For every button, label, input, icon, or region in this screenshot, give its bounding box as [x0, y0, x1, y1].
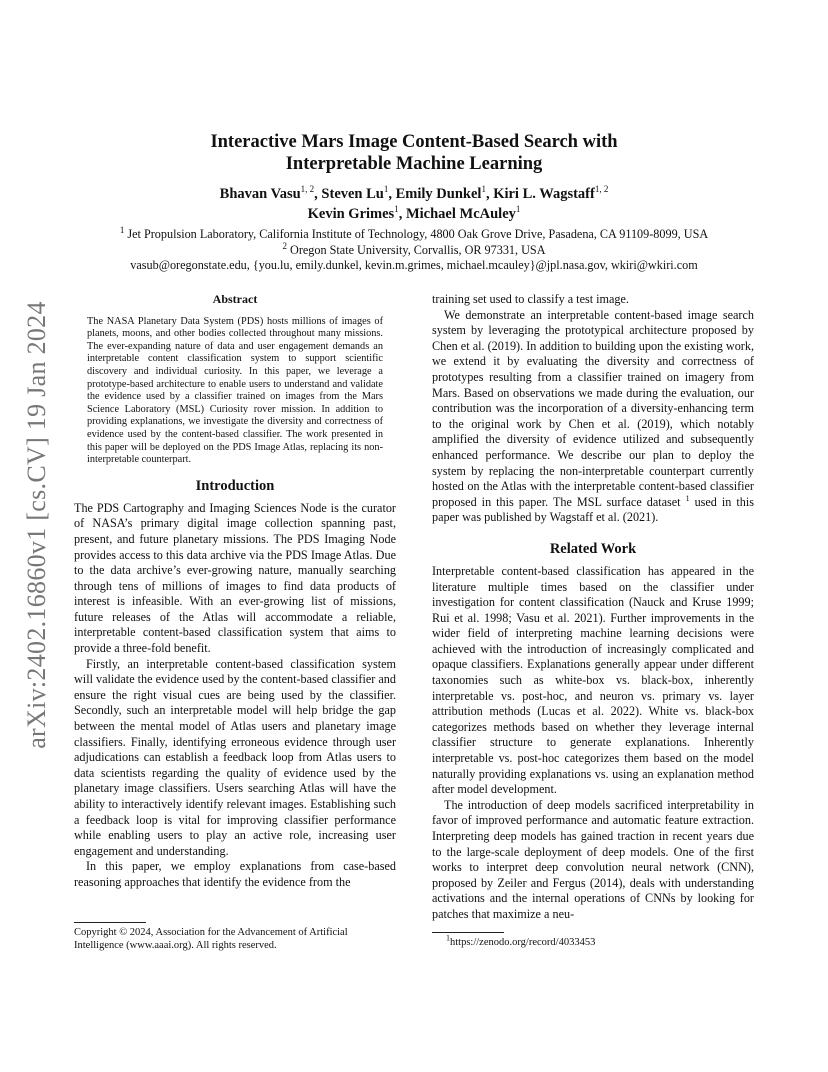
copyright-footnote	[74, 922, 396, 952]
footnote-rule	[432, 932, 504, 933]
footnote-rule	[74, 922, 146, 923]
footnote-mark: 1	[685, 493, 690, 503]
author-emails: vasub@oregonstate.edu, {you.lu, emily.dunkel, kevin.m.grimes, michael.mcauley}@jpl.nasa.gov, wkiri@wkiri.com	[130, 258, 698, 272]
author-list	[74, 184, 754, 224]
abstract-text: The NASA Planetary Data System (PDS) hosts millions of images of planets, moons, and other bodies collected throughout many missions. The ever-expanding nature of data and user engagement demands an interpretable content classification system to support scientific discovery and individual curiosity. In this paper, we leverage a prototype-based architecture to enable users to understand and validate the evidence used by a classifier trained on images from the Mars Science Laboratory (MSL) Curiosity rover mission. In addition to providing explanations, we investigate the diversity and correctness of evidence used by the content-based classifier. The work presented in this paper will be deployed on the PDS Image Atlas, replacing its non-interpretable counterpart.	[87, 315, 383, 466]
affil-mark: 1	[119, 224, 125, 235]
author-affil-mark: 1	[515, 204, 521, 215]
author-name: Steven Lu	[321, 186, 384, 202]
affiliation-1	[74, 224, 754, 243]
author-affil-mark: 1	[481, 184, 486, 195]
affiliations	[74, 224, 754, 274]
paper-title	[74, 131, 754, 175]
title-line-2: Interpretable Machine Learning	[285, 154, 543, 174]
url-footnote	[432, 932, 754, 949]
author-name: Michael McAuley	[405, 206, 516, 222]
author-line-1: Bhavan Vasu$^{1, 2}$, Steven Lu$^1$, Emily Dunkel$^1$, Kiri L. Wagstaff$^{1, 2}$	[219, 184, 609, 202]
author-name: Bhavan Vasu	[219, 186, 301, 202]
author-affil-mark: 1	[394, 204, 399, 215]
author-affil-mark: 1	[383, 184, 389, 195]
author-name: Kiri L. Wagstaff	[493, 186, 595, 202]
author-name: Emily Dunkel	[395, 186, 482, 202]
affiliation-2	[74, 240, 754, 259]
affil-mark: 2	[282, 240, 287, 251]
left-column	[74, 292, 396, 891]
arxiv-stamp	[22, 290, 52, 760]
intro-text: We demonstrate an interpretable content-based image search system by leveraging the prototypical architecture proposed by Chen et al. (2019). In addition to building upon the existing work, we extend it by evaluating the diversity and correctness of prototypes resulting from a classifier trained on imagery from Mars. Based on observations we made during the evaluation, our contribution was the incorporation of a diversity-enhancing term to the original work by Chen et al. (2019), which notably amplified the diversity of evidence utilized and subsequently enhanced performance. We describe our plan to deploy the system by replacing the non-interpretable counterpart currently hosted on the Atlas with the interpretable content-based classifier proposed in this paper. The MSL surface dataset	[432, 307, 754, 509]
affiliation-text: Jet Propulsion Laboratory, California Institute of Technology, 4800 Oak Grove Drive, Pasadena, CA 91109-8099, USA	[124, 227, 709, 241]
introduction-heading: Introduction	[195, 477, 275, 494]
intro-paragraph	[432, 308, 754, 526]
related-work-paragraph: The introduction of deep models sacrificed interpretability in favor of improved performance and automatic feature extraction. Interpreting deep models has gained traction in recent years due to the large-scale deployment of deep models. One of the first works to interpret deep convolution neural network (CNN), proposed by Zeiler and Fergus (2014), deals with understanding activations and the internal operations of CNNs by looking for patches that maximize a neu-	[432, 797, 754, 921]
right-column	[432, 292, 754, 923]
related-work-heading: Related Work	[549, 540, 637, 557]
intro-text: used in this paper was published by Wagstaff et al. (2021).	[432, 494, 754, 525]
author-affil-mark: 1, 2	[594, 184, 609, 195]
footnote-text	[446, 933, 754, 949]
intro-paragraph: training set used to classify a test image.	[432, 292, 629, 306]
related-work-paragraph: Interpretable content-based classification has appeared in the literature multiple times based on the classifier under investigation for content classification (Nauck and Kruse 1999; Rui et al. 1998; Vasu et al. 2021). Further improvements in the wider field of interpreting machine learning decisions were achieved with the introduction of increasingly complicated and opaque classifiers. Explanations generally appear under different taxonomies such as white-box vs. black-box, inherently interpretable vs. post-hoc, and neuron vs. primary vs. layer attribution methods (Lucas et al. 2022). White vs. black-box categorizes methods based on whether they leverage internal classifier structure to generate explanations. Inherently interpretable vs. post-hoc categorizes them based on the model naturally providing explanations vs. using an explanation method after model development.	[432, 563, 754, 797]
arxiv-identifier: arXiv:2402.16860v1 [cs.CV] 19 Jan 2024	[22, 301, 52, 749]
footnote-url: https://zenodo.org/record/4033453	[450, 937, 596, 948]
abstract-heading: Abstract	[212, 292, 258, 306]
intro-paragraph: Firstly, an interpretable content-based classification system will validate the evidence used by the content-based classifier and ensure the right visual cues are being used by the classifier. Secondly, such an interpretable model will help bridge the gap between the mental model of Atlas users and planetary image classifiers. Finally, identifying erroneous evidence through user adjudications can establish a feedback loop from Atlas users to data scientists regarding the quality of evidence used by the planetary image classifiers. Users searching Atlas will have the ability to interactively identify relevant images. Establishing such a feedback loop is vital for improving classifier performance while enabling users to play an active role, increasing user engagement and understanding.	[74, 656, 396, 858]
affiliation-text: Oregon State University, Corvallis, OR 97331, USA	[286, 242, 546, 257]
copyright-text: Copyright © 2024, Association for the Advancement of Artificial Intelligence (www.aaai.org). All rights reserved.	[74, 927, 348, 951]
author-affil-mark: 1, 2	[300, 184, 315, 195]
title-line-1: Interactive Mars Image Content-Based Search with	[210, 132, 618, 152]
author-line-2: Kevin Grimes$^1$, Michael McAuley$^1$	[307, 204, 521, 222]
footnote-mark: 1	[446, 933, 450, 943]
author-name: Kevin Grimes	[307, 206, 395, 222]
intro-paragraph: The PDS Cartography and Imaging Sciences Node is the curator of NASA’s primary digital image collection spanning past, present, and future planetary missions. The PDS Imaging Node provides access to this data archive via the PDS Image Atlas. Due to the data archive’s ever-growing nature, manually searching through tens of millions of images to find data products of interest is infeasible. With an ever-growing list of missions, future releases of the Atlas will accommodate a reliable, interpretable content-based classification system that aims to provide a three-fold benefit.	[74, 500, 396, 656]
intro-paragraph: In this paper, we employ explanations from case-based reasoning approaches that identify the evidence from the	[74, 859, 396, 889]
